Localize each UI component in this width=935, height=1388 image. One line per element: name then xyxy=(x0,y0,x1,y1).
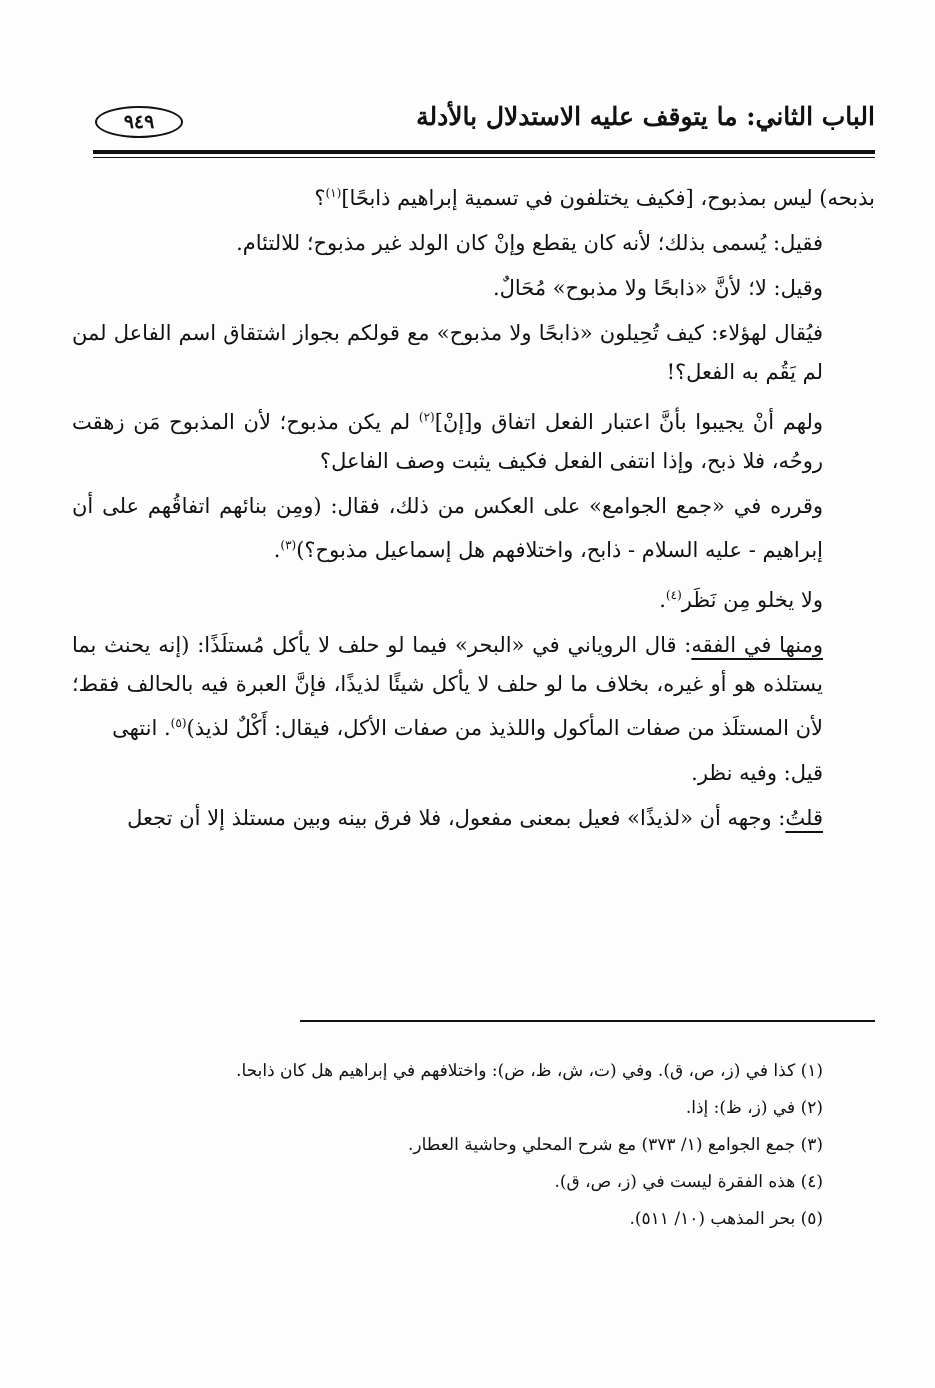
footnote-4: (٤) هذه الفقرة ليست في (ز، ص، ق). xyxy=(554,1172,823,1192)
footnote-ref-1: (١) xyxy=(325,186,342,200)
footnote-1: (١) كذا في (ز، ص، ق). وفي (ت، ش، ظ، ض): واختلافهم في إبراهيم هل كان ذابحا. xyxy=(236,1061,823,1081)
paragraph-5-text-a: ولهم أنْ يجيبوا بأنَّ اعتبار الفعل اتفاق و[إنْ] xyxy=(434,410,823,434)
footnote-ref-2: (٢) xyxy=(418,410,435,424)
paragraph-10 xyxy=(72,799,875,838)
paragraph-6 xyxy=(72,487,875,570)
paragraph-1-end: ؟ xyxy=(314,186,326,210)
footnotes xyxy=(72,1053,875,1238)
paragraph-8-text-b: . انتهى xyxy=(112,716,171,740)
footnote-ref-3: (٣) xyxy=(280,538,297,552)
paragraph-6-text-b: . xyxy=(273,538,281,562)
footnote-separator xyxy=(300,1020,875,1022)
paragraph-9: قيل: وفيه نظر. xyxy=(691,761,823,785)
footnote-3: (٣) جمع الجوامع (١/ ٣٧٣) مع شرح المحلي وحاشية العطار. xyxy=(407,1135,823,1155)
running-header xyxy=(95,92,875,148)
paragraph-2: فقيل: يُسمى بذلك؛ لأنه كان يقطع وإنْ كان الولد غير مذبوح؛ للالتئام. xyxy=(236,231,823,255)
paragraph-8-text-a: : قال الروياني في «البحر» فيما لو حلف لا يأكل مُستلَذًا: (إنه يحنث بما يستلذه هو أو غيره، بخلاف ما لو حلف لا يأكل شيئًا لذيذًا، فإنَّ العبرة فيه بالحالف فقط؛ لأن المستلَذ من صفات المأكول واللذيذ من صفات الأكل، فيقال: أَكْلٌ لذيذ) xyxy=(72,633,823,740)
main-text xyxy=(72,174,875,844)
chapter-title: الباب الثاني: ما يتوقف عليه الاستدلال بالأدلة xyxy=(416,102,875,131)
header-rule-thick xyxy=(93,150,875,154)
paragraph-5-text-b: لم يكن مذبوح؛ لأن المذبوح مَن زهقت روحُه، فلا ذبح، وإذا انتفى الفعل فكيف يثبت وصف الفاعل؟ xyxy=(72,410,823,473)
footnote-2: (٢) في (ز، ظ): إذا. xyxy=(685,1098,823,1118)
footnote-ref-4: (٤) xyxy=(665,588,682,602)
paragraph-1-text: بذبحه) ليس بمذبوح، [فكيف يختلفون في تسمية إبراهيم ذابحًا] xyxy=(341,186,875,210)
footnote-5: (٥) بحر المذهب (١٠/ ٥١١). xyxy=(629,1209,823,1229)
page-number: ٩٤٩ xyxy=(95,106,183,138)
header-rule-thin xyxy=(93,157,875,158)
paragraph-1 xyxy=(72,174,875,218)
section-lead-fiqh: ومنها في الفقه xyxy=(691,633,823,657)
paragraph-6-text-a: وقرره في «جمع الجوامع» على العكس من ذلك، فقال: (ومِن بنائهم اتفاقُهم على أن إبراهيم - عليه السلام - ذابح، واختلافهم هل إسماعيل مذبوح؟) xyxy=(72,494,823,562)
paragraph-5 xyxy=(72,398,875,481)
paragraph-7-text-a: ولا يخلو مِن نَظَر xyxy=(681,588,823,612)
paragraph-4: فيُقال لهؤلاء: كيف تُحِيلون «ذابحًا ولا مذبوح» مع قولكم بجواز اشتقاق اسم الفاعل لمن لم يَقُم به الفعل؟! xyxy=(72,321,823,384)
footnote-ref-5: (٥) xyxy=(170,716,187,730)
paragraph-10-text: : وجهه أن «لذيذًا» فعيل بمعنى مفعول، فلا فرق بينه وبين مستلذ إلا أن تجعل xyxy=(127,806,786,830)
paragraph-3: وقيل: لا؛ لأنَّ «ذابحًا ولا مذبوح» مُحَالٌ. xyxy=(492,276,823,300)
paragraph-7-text-b: . xyxy=(659,588,666,612)
paragraph-7 xyxy=(72,576,875,620)
paragraph-8 xyxy=(72,626,875,748)
lead-qultu: قلتُ xyxy=(785,806,823,830)
